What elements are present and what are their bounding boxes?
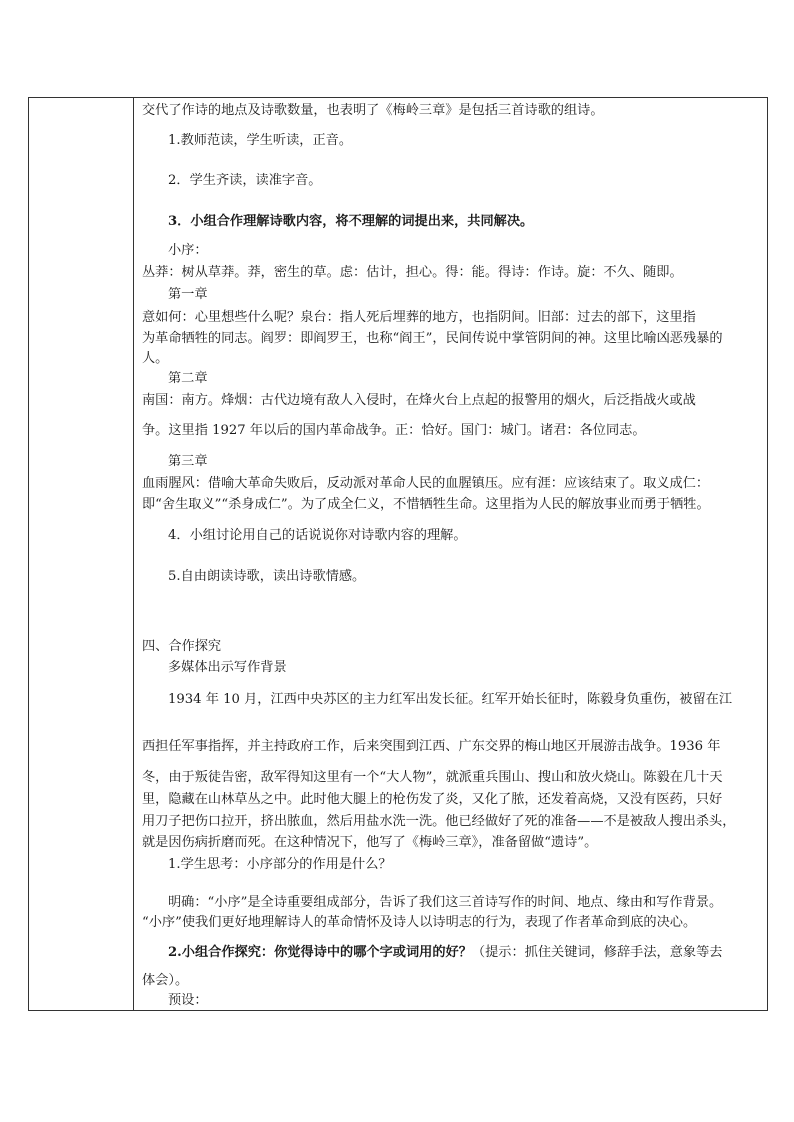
hint-text: （提示：抓住关键词，修辞手法，意象等去 <box>471 945 723 960</box>
text-line: 南国：南方。烽烟：古代边境有敌人入侵时，在烽火台上点起的报警用的烟火，后泛指战火或战 <box>142 393 696 408</box>
bold-prompt: 2.小组合作探究：你觉得诗中的哪个字或词用的好？ <box>168 945 472 960</box>
text-line: 意如何：心里想些什么呢？泉台：指人死后埋葬的地方，也指阴间。旧部：过去的部下，这里指 <box>142 310 696 325</box>
text-line: 冬，由于叛徒告密，敌军得知这里有一个“大人物”，就派重兵围山、搜山和放火烧山。陈毅在几十天 <box>142 770 723 785</box>
text-line: 第二章 <box>168 371 208 386</box>
text-line: 丛莽：树从草莽。莽，密生的草。虑：估计，担心。得：能。得诗：作诗。旋：不久、随即。 <box>142 265 683 280</box>
text-line: 人。 <box>142 351 169 366</box>
column-divider <box>133 98 134 1010</box>
text-line: 4．小组讨论用自己的话说说你对诗歌内容的理解。 <box>168 528 467 543</box>
text-line: 争。这里指 1927 年以后的国内革命战争。正：恰好。国门：城门。诸君：各位同志。 <box>142 423 646 438</box>
text-line: 即“舍生取义”“杀身成仁”。为了成全仁义，不惜牺牲生命。这里指为人民的解放事业而勇于牺牲。 <box>142 497 710 512</box>
text-line: 明确：“小序”是全诗重要组成部分，告诉了我们这三首诗写作的时间、地点、缘由和写作背景。 <box>168 895 723 910</box>
text-line: 5.自由朗读诗歌，读出诗歌情感。 <box>168 569 366 584</box>
text-line: 1.学生思考：小序部分的作用是什么？ <box>168 857 392 872</box>
text-line: 交代了作诗的地点及诗歌数量，也表明了《梅岭三章》是包括三首诗歌的组诗。 <box>142 103 604 118</box>
text-line: 预设： <box>168 993 208 1008</box>
text-line: 西担任军事指挥，并主持政府工作，后来突围到江西、广东交界的梅山地区开展游击战争。1936 年 <box>142 739 721 754</box>
text-line: 体会）。 <box>142 973 189 988</box>
text-line: 第一章 <box>168 287 208 302</box>
text-line <box>168 943 722 963</box>
lesson-table <box>28 97 768 1011</box>
text-line: 小序： <box>168 243 208 258</box>
text-line: 四、合作探究 <box>142 639 222 654</box>
text-line: 多媒体出示写作背景 <box>168 660 287 675</box>
text-line: 1934 年 10 月，江西中央苏区的主力红军出发长征。红军开始长征时，陈毅身负重伤，被留在江 <box>168 692 733 707</box>
text-line: 3．小组合作理解诗歌内容，将不理解的词提出来，共同解决。 <box>168 214 534 229</box>
text-line: 血雨腥风：借喻大革命失败后，反动派对革命人民的血腥镇压。应有涯：应该结束了。取义成仁： <box>142 476 710 491</box>
text-line: 为革命牺牲的同志。阎罗：即阎罗王，也称“阎王”，民间传说中掌管阴间的神。这里比喻凶恶残暴的 <box>142 331 723 346</box>
text-line: 1.教师范读，学生听读，正音。 <box>168 133 353 148</box>
text-line: 2．学生齐读，读准字音。 <box>168 173 322 188</box>
text-line: “小序”使我们更好地理解诗人的革命情怀及诗人以诗明志的行为，表现了作者革命到底的决心。 <box>142 915 697 930</box>
text-line: 就是因伤病折磨而死。在这种情况下，他写了《梅岭三章》，准备留做“遗诗”。 <box>142 835 598 850</box>
text-line: 第三章 <box>168 454 208 469</box>
text-line: 用刀子把伤口拉开，挤出脓血，然后用盐水洗一洗。他已经做好了死的准备——不是被敌人搜出杀头， <box>142 814 736 829</box>
text-line: 里，隐藏在山林草丛之中。此时他大腿上的枪伤发了炎，又化了脓，还发着高烧，又没有医药，只好 <box>142 792 723 807</box>
